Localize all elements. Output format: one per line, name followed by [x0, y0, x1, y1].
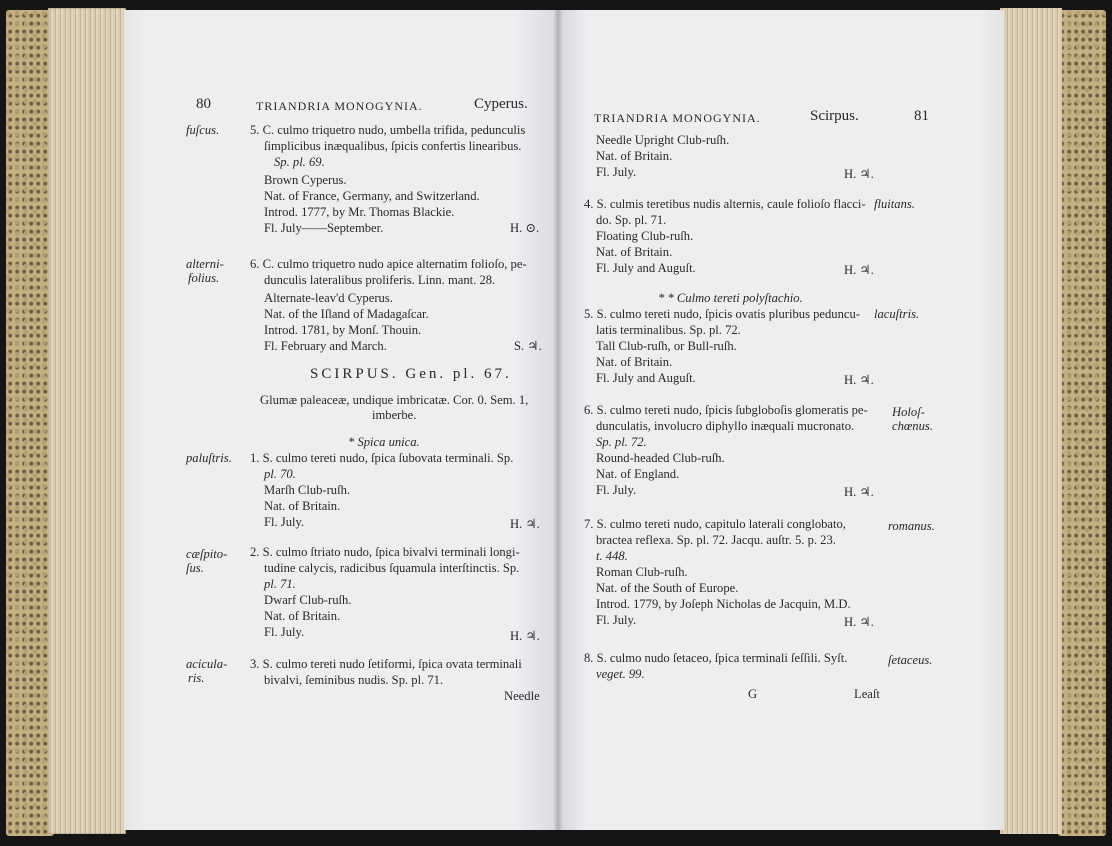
margin-note: ſetaceus.: [888, 653, 933, 667]
section-heading: SCIRPUS. Gen. pl. 67.: [310, 366, 512, 382]
margin-note: alterni-: [186, 257, 224, 271]
text-line: Nat. of Britain.: [264, 609, 341, 623]
text-line: Fl. July.: [264, 515, 305, 529]
text-line: H. ♃.: [844, 263, 874, 277]
text-line: Fl. July——September.: [264, 221, 384, 235]
page-edges-right: [1000, 8, 1062, 834]
text-line: Glumæ paleaceæ, undique imbricatæ. Cor. 0. Sem. 1,: [260, 393, 529, 407]
catchword: Leaſt: [854, 687, 880, 701]
text-line: Fl. July.: [596, 613, 637, 627]
margin-note: ſus.: [186, 561, 204, 575]
text-line: dunculis lateralibus proliferis. Linn. mant. 28.: [264, 273, 496, 287]
text-line: Nat. of the Iſland of Madagaſcar.: [264, 307, 429, 321]
subsection-heading: * * Culmo tereti polyſtachio.: [658, 291, 803, 305]
text-line: Fl. July and Auguſt.: [596, 371, 696, 385]
text-line: H. ♃.: [510, 517, 540, 531]
text-line: Introd. 1781, by Monſ. Thouin.: [264, 323, 422, 337]
signature-mark: G: [748, 687, 758, 701]
text-line: pl. 71.: [264, 577, 296, 591]
genus-head: Cyperus.: [474, 96, 528, 112]
text-line: 2. S. culmo ſtriato nudo, ſpica bivalvi terminali longi-: [250, 545, 520, 559]
catchword: Needle: [504, 689, 540, 703]
book-cover-right: [1058, 10, 1106, 836]
margin-note: fuſcus.: [186, 123, 220, 137]
text-line: ſimplicibus inæqualibus, ſpicis confertis linearibus.: [264, 139, 522, 153]
margin-note: cæſpito-: [186, 547, 228, 561]
text-line: Nat. of the South of Europe.: [596, 581, 739, 595]
text-line: Brown Cyperus.: [264, 173, 347, 187]
text-line: H. ♃.: [510, 629, 540, 643]
text-line: do. Sp. pl. 71.: [596, 213, 667, 227]
margin-note: chœnus.: [892, 419, 933, 433]
book-cover-left: [6, 10, 54, 836]
right-page: [558, 10, 1004, 830]
text-line: t. 448.: [596, 549, 628, 563]
text-line: Floating Club-ruſh.: [596, 229, 694, 243]
text-line: Sp. pl. 72.: [596, 435, 647, 449]
running-head: TRIANDRIA MONOGYNIA.: [594, 111, 761, 125]
margin-note: acicula-: [186, 657, 228, 671]
text-line: H. ♃.: [844, 485, 874, 499]
margin-note: folius.: [188, 271, 220, 285]
subsection-heading: * Spica unica.: [348, 435, 420, 449]
text-line: Round-headed Club-ruſh.: [596, 451, 725, 465]
left-page: [124, 10, 558, 830]
margin-note: ris.: [188, 671, 205, 685]
text-line: 6. S. culmo tereti nudo, ſpicis ſubgloboſis glomeratis pe-: [584, 403, 868, 417]
text-line: 1. S. culmo tereti nudo, ſpica ſubovata terminali. Sp.: [250, 451, 514, 465]
text-line: H. ⊙.: [510, 221, 540, 235]
text-line: 6. C. culmo triquetro nudo apice alternatim folioſo, pe-: [250, 257, 527, 271]
running-head: TRIANDRIA MONOGYNIA.: [256, 99, 423, 113]
text-line: Nat. of England.: [596, 467, 680, 481]
text-line: imberbe.: [372, 408, 417, 422]
book-gutter: [553, 10, 563, 830]
margin-note: romanus.: [888, 519, 935, 533]
text-line: Fl. July.: [596, 483, 637, 497]
text-line: 7. S. culmo tereti nudo, capitulo laterali conglobato,: [584, 517, 846, 531]
text-line: Dwarf Club-ruſh.: [264, 593, 352, 607]
text-line: Nat. of Britain.: [596, 149, 673, 163]
margin-note: Holoſ-: [892, 405, 925, 419]
text-line: Nat. of Britain.: [596, 355, 673, 369]
text-line: Fl. July and Auguſt.: [596, 261, 696, 275]
text-line: Alternate-leav'd Cyperus.: [264, 291, 393, 305]
text-line: 3. S. culmo tereti nudo ſetiformi, ſpica ovata terminali: [250, 657, 522, 671]
genus-head: Scirpus.: [810, 108, 859, 124]
text-line: Nat. of Britain.: [596, 245, 673, 259]
text-line: Fl. July.: [264, 625, 305, 639]
text-line: Fl. July.: [596, 165, 637, 179]
text-line: Introd. 1779, by Joſeph Nicholas de Jacquin, M.D.: [596, 597, 851, 611]
text-line: Nat. of France, Germany, and Switzerland.: [264, 189, 480, 203]
margin-note: paluſtris.: [186, 451, 232, 465]
text-line: Marſh Club-ruſh.: [264, 483, 351, 497]
text-line: Needle Upright Club-ruſh.: [596, 133, 730, 147]
page-number: 80: [196, 96, 211, 112]
text-line: Roman Club-ruſh.: [596, 565, 688, 579]
text-line: H. ♃.: [844, 373, 874, 387]
text-line: 4. S. culmis teretibus nudis alternis, caule folioſo flacci-: [584, 197, 866, 211]
text-line: bivalvi, ſeminibus nudis. Sp. pl. 71.: [264, 673, 444, 687]
text-line: 8. S. culmo nudo ſetaceo, ſpica terminali ſeſſili. Syſt.: [584, 651, 848, 665]
margin-note: lacuſtris.: [874, 307, 920, 321]
text-line: pl. 70.: [264, 467, 296, 481]
text-line: Sp. pl. 69.: [274, 155, 325, 169]
text-line: 5. S. culmo tereti nudo, ſpicis ovatis pluribus pedunсu-: [584, 307, 860, 321]
text-line: Nat. of Britain.: [264, 499, 341, 513]
text-line: Introd. 1777, by Mr. Thomas Blackie.: [264, 205, 455, 219]
text-line: tudine calycis, radicibus ſquamula interſtinctis. Sp.: [264, 561, 520, 575]
text-line: veget. 99.: [596, 667, 645, 681]
text-line: dunculatis, involucro diphyllo inæquali mucronato.: [596, 419, 855, 433]
page-edges-left: [48, 8, 126, 834]
text-line: 5. C. culmo triquetro nudo, umbella trifida, pedunculis: [250, 123, 526, 137]
text-line: S. ♃.: [514, 339, 542, 353]
text-line: Tall Club-ruſh, or Bull-ruſh.: [596, 339, 737, 353]
margin-note: fluitans.: [874, 197, 915, 211]
text-line: H. ♃.: [844, 167, 874, 181]
text-line: Fl. February and March.: [264, 339, 387, 353]
text-line: H. ♃.: [844, 615, 874, 629]
text-line: bractea reflexa. Sp. pl. 72. Jacqu. auſtr. 5. p. 23.: [596, 533, 836, 547]
text-line: latis terminalibus. Sp. pl. 72.: [596, 323, 741, 337]
page-number: 81: [914, 108, 929, 124]
